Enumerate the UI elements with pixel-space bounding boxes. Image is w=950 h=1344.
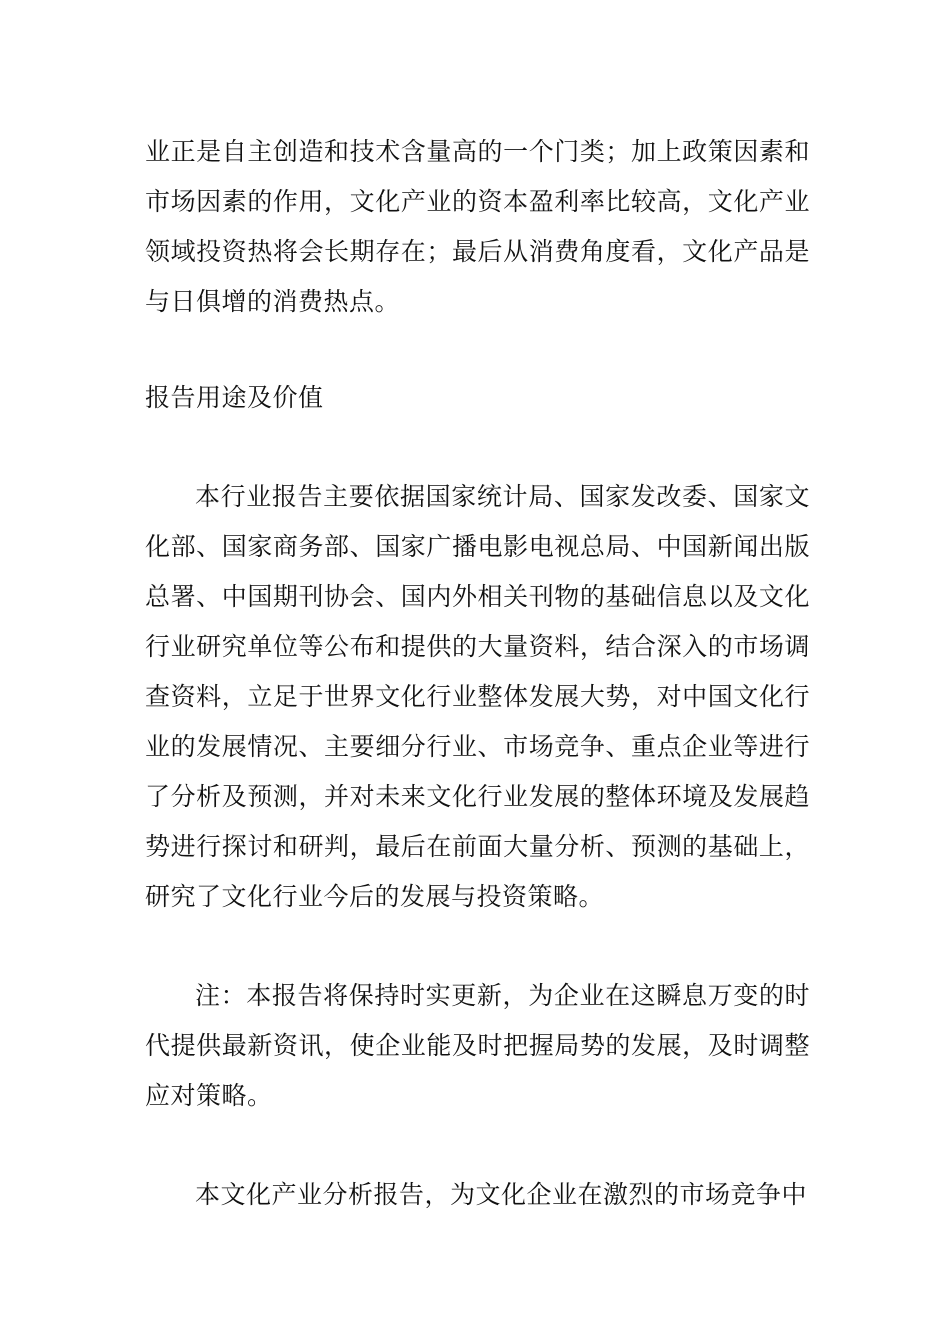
final-paragraph: 本文化产业分析报告，为文化企业在激烈的市场竞争中 bbox=[195, 1180, 808, 1209]
note-paragraph: 注：本报告将保持时实更新，为企业在这瞬息万变的时代提供最新资讯，使企业能及时把握局势的发展，及时调整应对策略。 bbox=[145, 981, 810, 1110]
section-heading: 报告用途及价值 bbox=[145, 383, 324, 412]
purpose-paragraph: 本行业报告主要依据国家统计局、国家发改委、国家文化部、国家商务部、国家广播电影电视总局、中国新闻出版总署、中国期刊协会、国内外相关刊物的基础信息以及文化行业研究单位等公布和提供的大量资料，结合深入的市场调查资料，立足于世界文化行业整体发展大势，对中国文化行业的发展情况、主要细分行业、市场竞争、重点企业等进行了分析及预测，并对未来文化行业发展的整体环境及发展趋势进行探讨和研判，最后在前面大量分析、预测的基础上，研究了文化行业今后的发展与投资策略。 bbox=[145, 482, 810, 911]
continuation-paragraph: 业正是自主创造和技术含量高的一个门类；加上政策因素和市场因素的作用，文化产业的资本盈利率比较高，文化产业领域投资热将会长期存在；最后从消费角度看，文化产品是与日俱增的消费热点。 bbox=[145, 137, 810, 316]
